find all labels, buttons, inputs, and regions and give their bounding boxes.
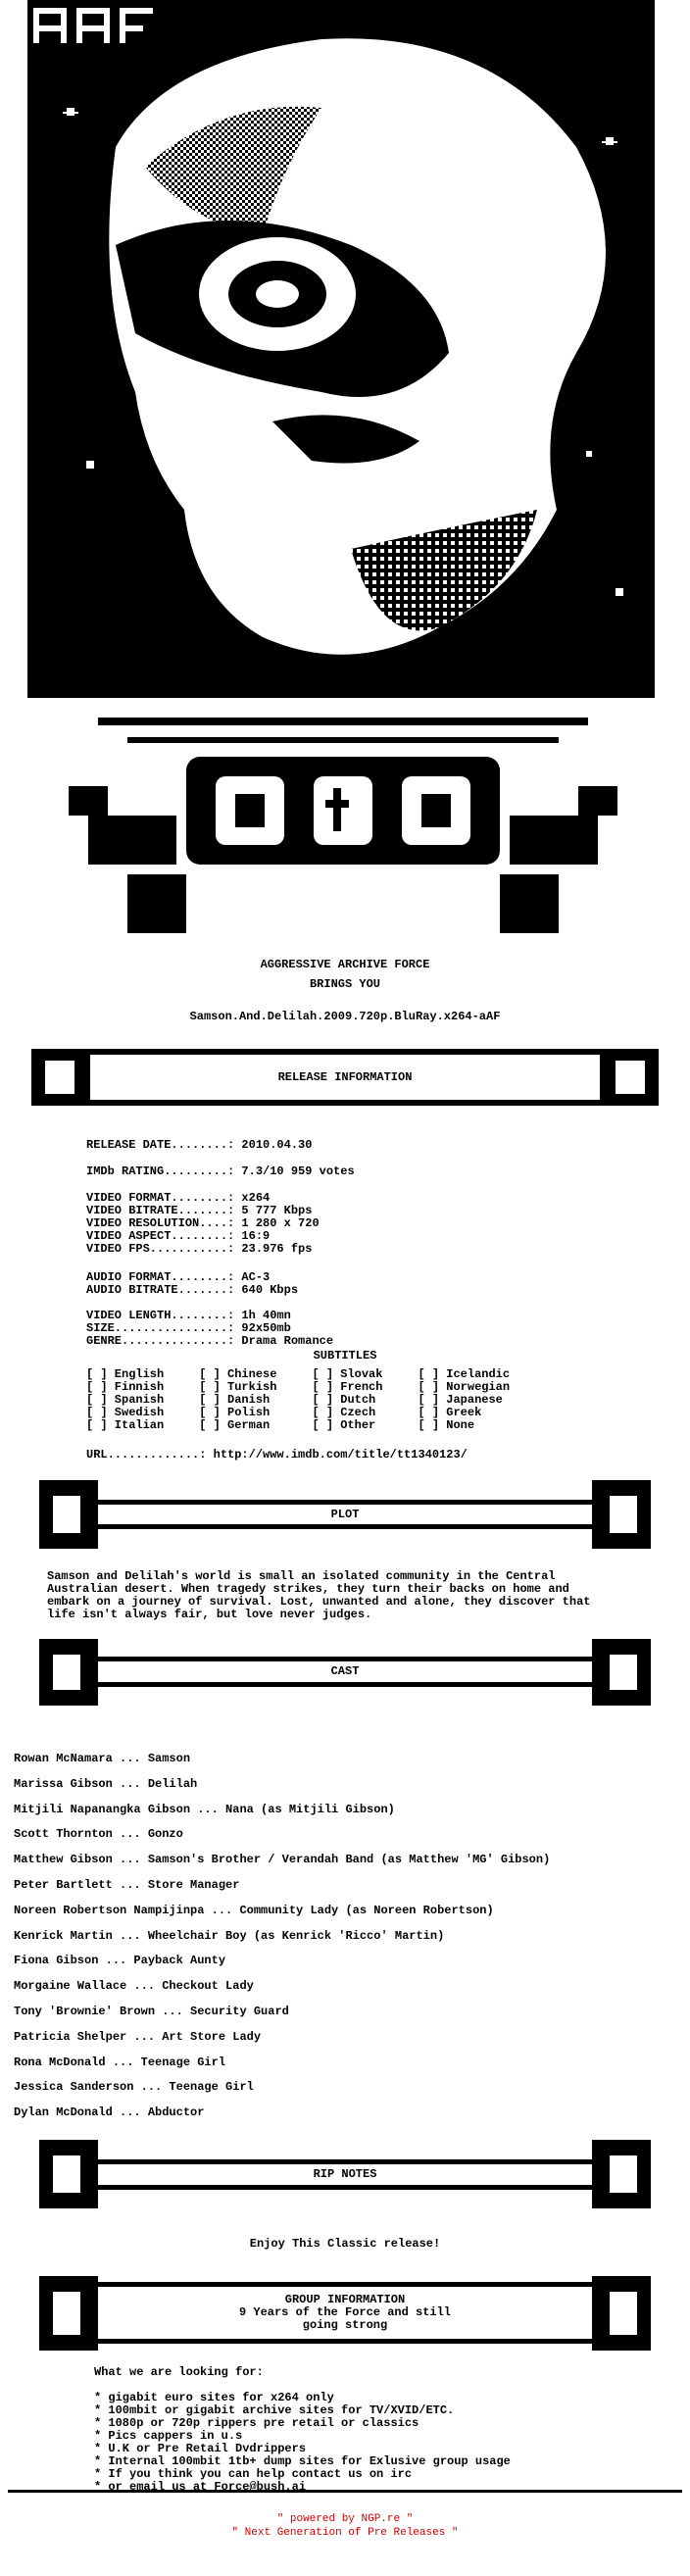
list-item: * If you think you can help contact us on irc: [94, 2467, 413, 2481]
plot-line: Australian desert. When tragedy strikes, they turn their backs on home and: [47, 1582, 569, 1596]
hero-artwork: [27, 0, 655, 698]
audio-info-list: [86, 1271, 298, 1297]
subtitle-row: [ ] English [ ] Chinese [ ] Slovak [ ] Icelandic: [86, 1367, 511, 1381]
plot-title: PLOT: [330, 1508, 360, 1521]
subtitles-list: [86, 1368, 510, 1432]
misc-info-list: [86, 1310, 333, 1348]
audio-format: AUDIO FORMAT........: AC-3: [86, 1270, 271, 1284]
list-item: * Pics cappers in u.s: [94, 2429, 243, 2443]
rip-notes-title: RIP NOTES: [313, 2167, 377, 2181]
footer-line-2: " Next Generation of Pre Releases ": [231, 2527, 459, 2539]
list-item: Scott Thornton ... Gonzo: [14, 1827, 183, 1842]
list-item: * or email us at Force@bush.ai: [94, 2480, 307, 2494]
list-item: Fiona Gibson ... Payback Aunty: [14, 1954, 226, 1968]
aaf-logo-icon: [33, 8, 153, 43]
list-item: * gigabit euro sites for x264 only: [94, 2391, 334, 2404]
cast-banner: [39, 1635, 651, 1709]
footer-line-1: " powered by NGP.re ": [276, 2513, 414, 2525]
imdb-url: URL.............: http://www.imdb.com/title/tt1340123/: [86, 1448, 468, 1461]
video-fps: VIDEO FPS...........: 23.976 fps: [86, 1242, 313, 1256]
list-item: * U.K or Pre Retail Dvdrippers: [94, 2442, 307, 2455]
genre: GENRE...............: Drama Romance: [86, 1334, 334, 1348]
release-name: Samson.And.Delilah.2009.720p.BluRay.x264-aAF: [189, 1010, 501, 1023]
list-item: Mitjili Napanangka Gibson ... Nana (as Mitjili Gibson): [14, 1802, 395, 1816]
list-item: Tony 'Brownie' Brown ... Security Guard: [14, 2004, 289, 2018]
plot-line: embark on a journey of survival. Lost, unwanted and alone, they discover that: [47, 1595, 591, 1609]
imdb-rating: IMDb RATING.........: 7.3/10 959 votes: [86, 1164, 355, 1178]
size: SIZE................: 92x50mb: [86, 1321, 291, 1335]
face-artwork-svg: [27, 0, 655, 698]
list-item: Morgaine Wallace ... Checkout Lady: [14, 1979, 254, 1994]
list-item: * Internal 100mbit 1tb+ dump sites for Exlusive group usage: [94, 2454, 511, 2468]
tagline-1: AGGRESSIVE ARCHIVE FORCE: [260, 958, 430, 971]
subtitle-row: [ ] Swedish [ ] Polish [ ] Czech [ ] Greek: [86, 1406, 482, 1419]
list-item: Dylan McDonald ... Abductor: [14, 2105, 205, 2120]
list-item: Patricia Shelper ... Art Store Lady: [14, 2029, 262, 2044]
logo-artwork-svg: [69, 698, 617, 943]
list-item: Peter Bartlett ... Store Manager: [14, 1877, 240, 1892]
plot-text: [47, 1570, 591, 1621]
group-info-line: going strong: [302, 2318, 388, 2332]
rip-notes-text: Enjoy This Classic release!: [249, 2237, 441, 2251]
plot-banner: [39, 1470, 651, 1559]
cast-title: CAST: [330, 1664, 360, 1678]
group-info-title: GROUP INFORMATION: [284, 2293, 406, 2306]
subtitle-row: [ ] Italian [ ] German [ ] Other [ ] None: [86, 1418, 475, 1432]
list-item: Rona McDonald ... Teenage Girl: [14, 2055, 226, 2069]
release-info-title: RELEASE INFORMATION: [277, 1070, 413, 1084]
group-info-banner: [39, 2272, 651, 2354]
list-item: * 100mbit or gigabit archive sites for TV/XVID/ETC.: [94, 2403, 455, 2417]
subtitle-row: [ ] Spanish [ ] Danish [ ] Dutch [ ] Japanese: [86, 1393, 503, 1407]
subtitles-label: SUBTITLES: [313, 1349, 377, 1362]
group-logo-artwork: [69, 698, 617, 943]
list-item: * 1080p or 720p rippers pre retail or classics: [94, 2416, 419, 2430]
looking-for-list: [94, 2392, 511, 2494]
rip-notes-banner: [39, 2132, 651, 2216]
list-item: Rowan McNamara ... Samson: [14, 1752, 191, 1765]
video-length: VIDEO LENGTH........: 1h 40mn: [86, 1309, 291, 1322]
list-item: Kenrick Martin ... Wheelchair Boy (as Kenrick 'Ricco' Martin): [14, 1928, 445, 1943]
tagline-2: BRINGS YOU: [309, 977, 380, 991]
subtitle-row: [ ] Finnish [ ] Turkish [ ] French [ ] Norwegian: [86, 1380, 511, 1394]
group-info-line: 9 Years of the Force and still: [238, 2305, 452, 2319]
list-item: Noreen Robertson Nampijinpa ... Community Lady (as Noreen Robertson): [14, 1903, 494, 1917]
list-item: Marissa Gibson ... Delilah: [14, 1776, 198, 1791]
list-item: Matthew Gibson ... Samson's Brother / Verandah Band (as Matthew 'MG' Gibson): [14, 1853, 551, 1867]
video-info-list: [86, 1192, 320, 1256]
release-info-banner: [31, 1043, 659, 1112]
group-info-text: [39, 2294, 651, 2332]
looking-for-label: What we are looking for:: [94, 2365, 264, 2379]
video-aspect: VIDEO ASPECT........: 16:9: [86, 1229, 271, 1243]
plot-line: life isn't always fair, but love never judges.: [47, 1608, 372, 1621]
video-bitrate: VIDEO BITRATE.......: 5 777 Kbps: [86, 1204, 313, 1217]
release-date: RELEASE DATE........: 2010.04.30: [86, 1138, 313, 1152]
video-resolution: VIDEO RESOLUTION....: 1 280 x 720: [86, 1216, 320, 1230]
list-item: Jessica Sanderson ... Teenage Girl: [14, 2080, 254, 2095]
audio-bitrate: AUDIO BITRATE.......: 640 Kbps: [86, 1283, 299, 1297]
video-format: VIDEO FORMAT........: x264: [86, 1191, 271, 1205]
plot-line: Samson and Delilah's world is small an isolated community in the Central: [47, 1569, 556, 1583]
cast-list: [14, 1747, 550, 2126]
